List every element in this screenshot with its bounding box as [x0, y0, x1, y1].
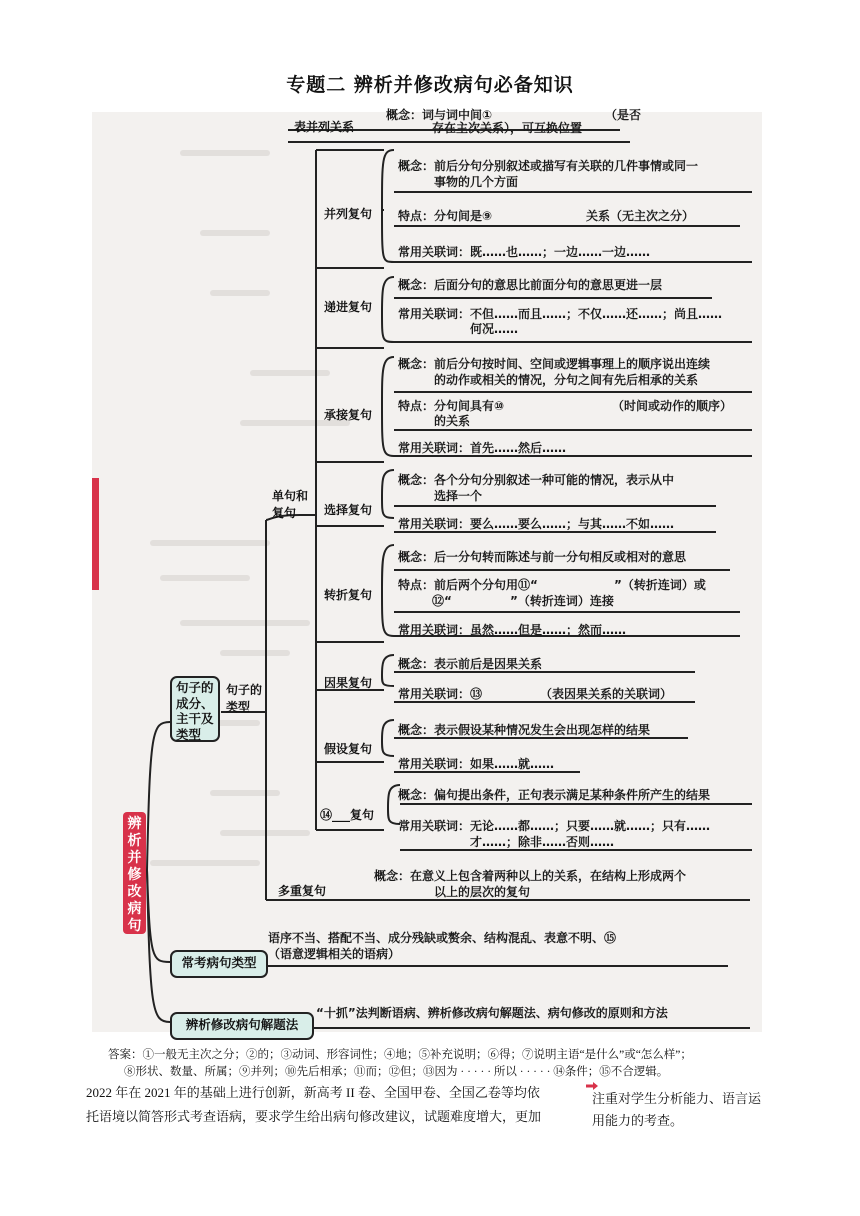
conditional-concept: 概念：偏句提出条件，正句表示满足某种条件所产生的结果 [398, 788, 711, 802]
choice-concept-2: 选择一个 [434, 489, 483, 503]
common-error-types-box: 常考病句类型 [170, 950, 268, 978]
multi-clause-label: 多重复句 [278, 884, 327, 898]
successive-concept: 概念：前后分句按时间、空间或逻辑事理上的顺序说出连续 [398, 357, 711, 371]
transition-concept: 概念：后一分句转而陈述与前一分句相反或相对的意思 [398, 550, 687, 564]
root-node-char: 并 [127, 850, 142, 866]
clause-progressive-label: 递进复句 [324, 300, 373, 314]
conditional-connectives-2: 才……；除非……否则…… [470, 835, 615, 849]
root-node-label [123, 816, 146, 935]
transition-feature-2: ⑫“ [432, 594, 452, 608]
multi-concept-2: 以上的层次的复句 [434, 885, 531, 899]
causal-connectives-tail: （表因果关系的关联词） [540, 687, 673, 701]
single-complex-label-line1: 单句和 [272, 489, 309, 503]
hypothesis-connectives: 常用关联词：如果……就…… [398, 757, 555, 771]
root-node-char: 病 [127, 901, 142, 917]
root-node-char: 修 [127, 867, 142, 883]
sentence-components-line2: 成分、 [176, 695, 214, 711]
top-concept-line2: 存在主次关系），可互换位置 [432, 121, 583, 135]
successive-feature: 特点：分句间具有⑩ [398, 399, 505, 413]
footer-line1-right: 注重对学生分析能力、语言运 [592, 1091, 762, 1106]
causal-connectives: 常用关联词：⑬ [398, 687, 483, 701]
conditional-connectives: 常用关联词：无论……都……；只要……就……；只有…… [398, 819, 711, 833]
sentence-components-line4: 类型 [176, 726, 202, 742]
clause-hypothesis-label: 假设复句 [324, 742, 373, 756]
footer-line2-right: 用能力的考查。 [592, 1113, 684, 1128]
parallel-feature: 特点：分句间是⑨ [398, 209, 493, 223]
parallel-concept: 概念：前后分句分别叙述或描写有关联的几件事情或同一 [398, 159, 699, 173]
parallel-feature-tail: 关系（无主次之分） [586, 209, 695, 223]
progressive-connectives-2: 何况…… [470, 322, 519, 336]
solving-method-box: 辨析修改病句解题法 [170, 1012, 314, 1040]
transition-feature-tail: ”（转折连词）或 [614, 578, 706, 592]
top-concept-line1-tail: （是否 [605, 108, 642, 122]
page-title: 专题二 辨析并修改病句必备知识 [286, 74, 574, 96]
choice-connectives: 常用关联词：要么……要么……；与其……不如…… [398, 517, 675, 531]
clause-transition-label: 转折复句 [324, 588, 373, 602]
footer-line1-left: 2022 年在 2021 年的基础上进行创新，新高考 II 卷、全国甲卷、全国乙卷等均依 [86, 1085, 540, 1100]
root-node-char: 改 [127, 884, 142, 900]
root-node-char: 辨 [127, 816, 142, 832]
footer-line2-left: 托语境以简答形式考查语病，要求学生给出病句修改建议，试题难度增大，更加 [86, 1109, 542, 1124]
sentence-components-line3: 主干及 [176, 711, 214, 726]
common-types-line2: （语意逻辑相关的语病） [268, 947, 401, 961]
sentence-components-box [170, 676, 220, 742]
hypothesis-concept: 概念：表示假设某种情况发生会出现怎样的结果 [398, 723, 651, 737]
successive-connectives: 常用关联词：首先……然后…… [398, 441, 567, 455]
successive-concept-2: 的动作或相关的情况，分句之间有先后相承的关系 [434, 373, 699, 387]
multi-concept: 概念：在意义上包含着两种以上的关系，在结构上形成两个 [374, 869, 687, 883]
parallel-concept-2: 事物的几个方面 [434, 175, 519, 189]
clause-causal-label: 因果复句 [324, 676, 373, 690]
root-node-char: 句 [127, 918, 142, 934]
parallel-relation-label: 表并列关系 [294, 120, 355, 134]
choice-concept: 概念：各个分句分别叙述一种可能的情况，表示从中 [398, 473, 675, 487]
transition-feature: 特点：前后两个分句用⑪“ [398, 578, 538, 592]
clause-parallel-label: 并列复句 [324, 207, 373, 221]
progressive-concept: 概念：后面分句的意思比前面分句的意思更进一层 [398, 278, 663, 292]
successive-feature-tail: （时间或动作的顺序） [612, 399, 733, 413]
answers-line1: 答案：①一般无主次之分；②的；③动词、形容词性；④地；⑤补充说明；⑥得；⑦说明主语“是什么”或“怎么样”； [108, 1049, 692, 1061]
successive-feature-2: 的关系 [434, 414, 471, 428]
method-description: “十抓”法判断语病、辨析修改病句解题法、病句修改的原则和方法 [316, 1006, 668, 1020]
clause-successive-label: 承接复句 [324, 408, 373, 422]
single-complex-label [272, 488, 308, 522]
clause-choice-label: 选择复句 [324, 503, 373, 517]
single-complex-label-line2: 复句 [272, 506, 297, 520]
causal-concept: 概念：表示前后是因果关系 [398, 657, 543, 671]
transition-connectives: 常用关联词：虽然……但是……；然而…… [398, 623, 627, 637]
sentence-types-label: 句子的类型 [226, 683, 263, 714]
parallel-connectives: 常用关联词：既……也……；一边……一边…… [398, 245, 651, 259]
clause-conditional-label: ⑭___复句 [320, 808, 375, 822]
top-concept-line1: 概念：词与词中间① [386, 108, 493, 122]
answers-line2: ⑧形状、数量、所属；⑨并列；⑩先后相承；⑪而；⑫但；⑬因为 · · · · · 所以 · · · · · ⑭条件；⑮不合逻辑。 [124, 1066, 669, 1078]
root-node-char: 析 [127, 833, 142, 849]
transition-feature-2-tail: ”（转折连词）连接 [510, 594, 614, 608]
common-types-line1: 语序不当、搭配不当、成分残缺或赘余、结构混乱、表意不明、⑮ [268, 931, 617, 945]
sentence-components-line1: 句子的 [176, 680, 214, 695]
progressive-connectives: 常用关联词：不但……而且……；不仅……还……；尚且…… [398, 307, 723, 321]
root-node-box [123, 812, 146, 934]
